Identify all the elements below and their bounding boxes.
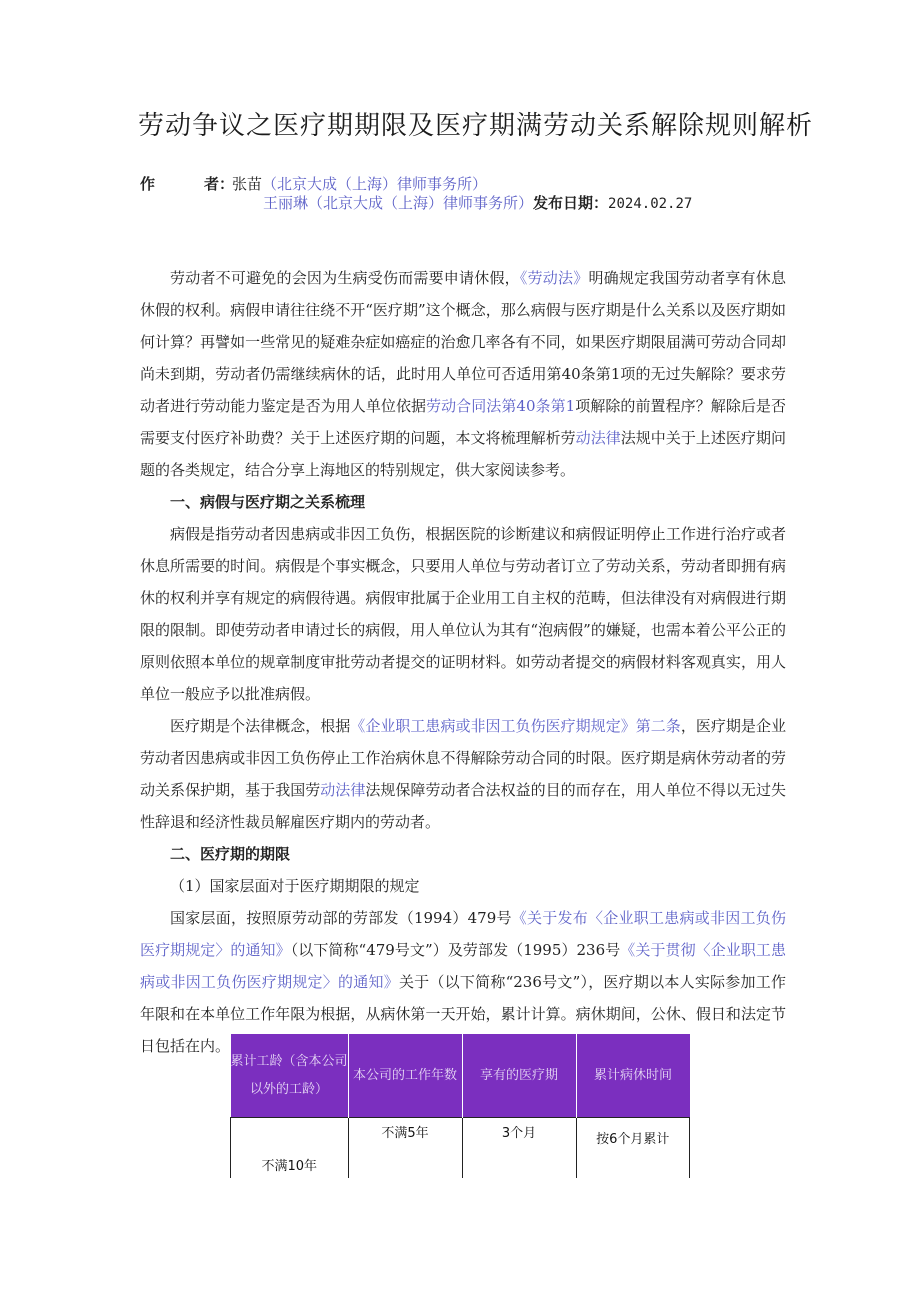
notice-236-link[interactable]: 《关于贯彻〈企业职工患病或非因工负伤医疗期规定〉的通知》 — [140, 941, 786, 991]
para3-text-2: ，医疗期是企业劳动者因患病或非因工负伤停止工作治病休息不得解除劳动合同的时限。医疗期是病休劳动者的劳动关系保护期，基于我国劳 — [140, 717, 786, 799]
table-row — [231, 1118, 690, 1179]
article-body — [140, 262, 786, 1062]
labor-law-link-3[interactable]: 动法律 — [320, 781, 366, 799]
author-label-a: 作 — [140, 175, 156, 193]
author2-name-link[interactable]: 王丽琳 — [263, 194, 309, 212]
author1-name: 张苗 — [232, 175, 263, 193]
section-heading-2: 二、医疗期的期限 — [170, 845, 291, 863]
para4-text-2: （以下简称“479号文”）及劳部发（1995）236号 — [290, 941, 621, 959]
sick-leave-paragraph: 病假是指劳动者因患病或非因工负伤，根据医院的诊断建议和病假证明停止工作进行治疗或者休息所需要的时间。病假是个事实概念，只要用人单位与劳动者订立了劳动关系，劳动者即拥有病休的权利并享有规定的病假待遇。病假审批属于企业用工自主权的范畴，但法律没有对病假进行期限的限制。即使劳动者申请过长的病假，用人单位认为其有“泡病假”的嫌疑，也需本着公平公正的原则依照本单位的规章制度审批劳动者提交的证明材料。如劳动者提交的病假材料客观真实，用人单位一般应予以批准病假。 — [140, 525, 786, 703]
section-heading-1: 一、病假与医疗期之关系梳理 — [170, 493, 366, 511]
para3-text-3: 法规保障劳动者合法权益的目的而存在，用人单位不得以无过失性辞退和经济性裁员解雇医疗期内的劳动者。 — [140, 781, 786, 831]
para4-text-3: 关于（以下简称“236号文”），医疗期以本人实际参加工作年限和在本单位工作年限为根据，从病休第一天开始，累计计算。病休期间，公休、假日和法定节日包括在内。 — [140, 973, 786, 1055]
date-label: 发布日期： — [533, 194, 609, 212]
para1-text-3: 项解除的前置程序？解除后是否需要支付医疗补助费？关于上述医疗期的问题，本文将梳理解析劳 — [140, 397, 786, 447]
author1-firm-link[interactable]: （北京大成（上海）律师事务所） — [262, 175, 488, 193]
para3-text-1: 医疗期是个法律概念，根据 — [170, 717, 351, 735]
cell-medical-period: 3个月 — [462, 1118, 576, 1179]
para1-text-4: 法规中关于上述医疗期问题的各类规定，结合分享上海地区的特别规定，供大家阅读参考。 — [140, 429, 786, 479]
author-label-b: 者： — [204, 175, 235, 193]
cell-seniority: 不满10年 — [231, 1118, 349, 1179]
header-cumulative-sick-leave: 累计病休时间 — [576, 1034, 690, 1118]
author2-firm-link[interactable]: （北京大成（上海）律师事务所） — [308, 194, 534, 212]
para1-text-2: 明确规定我国劳动者享有休息休假的权利。病假申请往往绕不开“医疗期”这个概念，那么病假与医疗期是什么关系以及医疗期如何计算？再譬如一些常见的疑难杂症如癌症的治愈几率各有不同，如果医疗期限届满可劳动合同却尚未到期，劳动者仍需继续病休的话，此时用人单位可否适用第40条第1项的无过失解除？要求劳动者进行劳动能力鉴定是否为用人单位依据 — [140, 269, 786, 415]
para1-text-1: 劳动者不可避免的会因为生病受伤而需要申请休假， — [170, 269, 520, 287]
labor-contract-law-link[interactable]: 劳动合同法第40条第1 — [426, 397, 576, 415]
labor-law-link[interactable]: 《劳动法》 — [519, 269, 589, 287]
medical-period-regulation-link[interactable]: 《企业职工患病或非因工负伤医疗期规定》第二条 — [350, 717, 681, 735]
medical-period-table — [230, 1034, 690, 1178]
sub-heading: （1）国家层面对于医疗期期限的规定 — [170, 877, 420, 895]
document-title: 劳动争议之医疗期期限及医疗期满劳动关系解除规则解析 — [138, 111, 814, 141]
header-medical-period: 享有的医疗期 — [462, 1034, 576, 1118]
author-line-2 — [263, 193, 692, 214]
header-company-years: 本公司的工作年数 — [348, 1034, 462, 1118]
cell-sick-leave-time: 按6个月累计 — [576, 1118, 690, 1179]
author-line-1 — [232, 174, 487, 194]
table-header-row — [231, 1034, 690, 1118]
header-cumulative-seniority: 累计工龄（含本公司以外的工龄） — [231, 1034, 349, 1118]
intro-paragraph — [140, 262, 786, 486]
date-value: 2024.02.27 — [608, 196, 693, 212]
cell-company-years: 不满5年 — [348, 1118, 462, 1179]
notice-479-link[interactable]: 《关于发布〈企业职工患病或非因工负伤医疗期规定〉的通知》 — [140, 909, 786, 959]
medical-period-paragraph — [140, 710, 786, 838]
para4-text-1: 国家层面，按照原劳动部的劳部发（1994）479号 — [170, 909, 512, 927]
labor-law-link-2[interactable]: 动法律 — [575, 429, 621, 447]
